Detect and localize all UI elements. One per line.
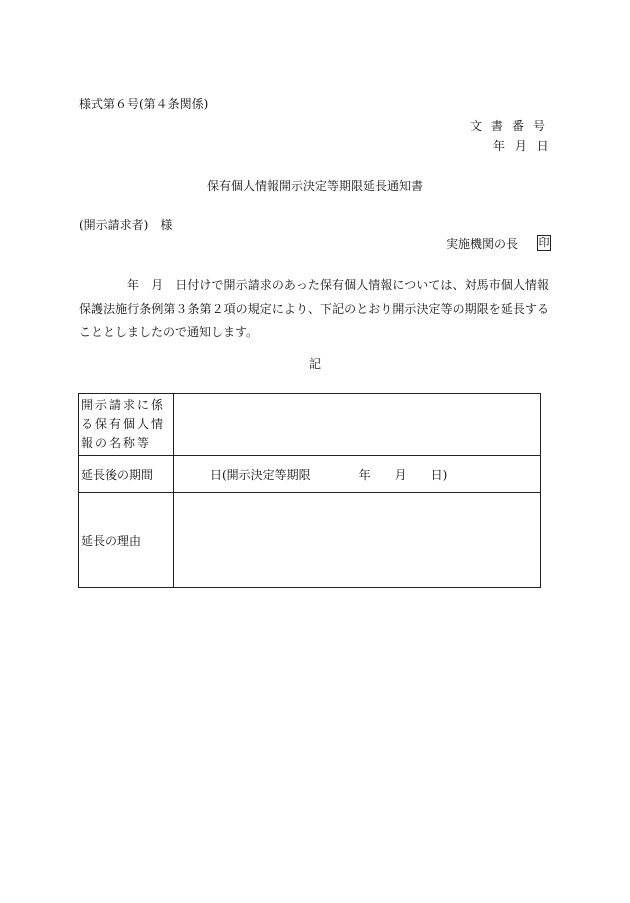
info-name-label: 開示請求に係る保有個人情報の名称等 xyxy=(79,394,174,456)
extension-reason-label: 延長の理由 xyxy=(79,493,174,588)
seal-stamp: 印 xyxy=(538,236,550,249)
extension-reason-value xyxy=(174,493,541,588)
info-name-value xyxy=(174,394,541,456)
recipient-line: (開示請求者) 様 xyxy=(79,218,173,232)
sender-line: 実施機関の長 xyxy=(446,237,519,251)
body-paragraph: 年 月 日付けで開示請求のあった保有個人情報については、対馬市個人情報保護法施行条例第３条第２項の規定により、下記のとおり開示決定等の期限を延長することとしましたので通知します。 xyxy=(79,278,549,339)
form-number: 様式第６号(第４条関係) xyxy=(79,97,209,111)
table-row xyxy=(79,394,541,456)
document-title: 保有個人情報開示決定等期限延長通知書 xyxy=(206,179,423,193)
extended-period-label: 延長後の期間 xyxy=(79,456,174,493)
ki-heading: 記 xyxy=(308,357,321,371)
details-table xyxy=(78,393,541,588)
table-row xyxy=(79,456,541,493)
document-number-label: 文書番号 xyxy=(470,119,555,133)
table-row xyxy=(79,493,541,588)
extended-period-value: 日(開示決定等期限 年 月 日) xyxy=(174,456,541,493)
date-line: 年 月 日 xyxy=(493,139,549,153)
